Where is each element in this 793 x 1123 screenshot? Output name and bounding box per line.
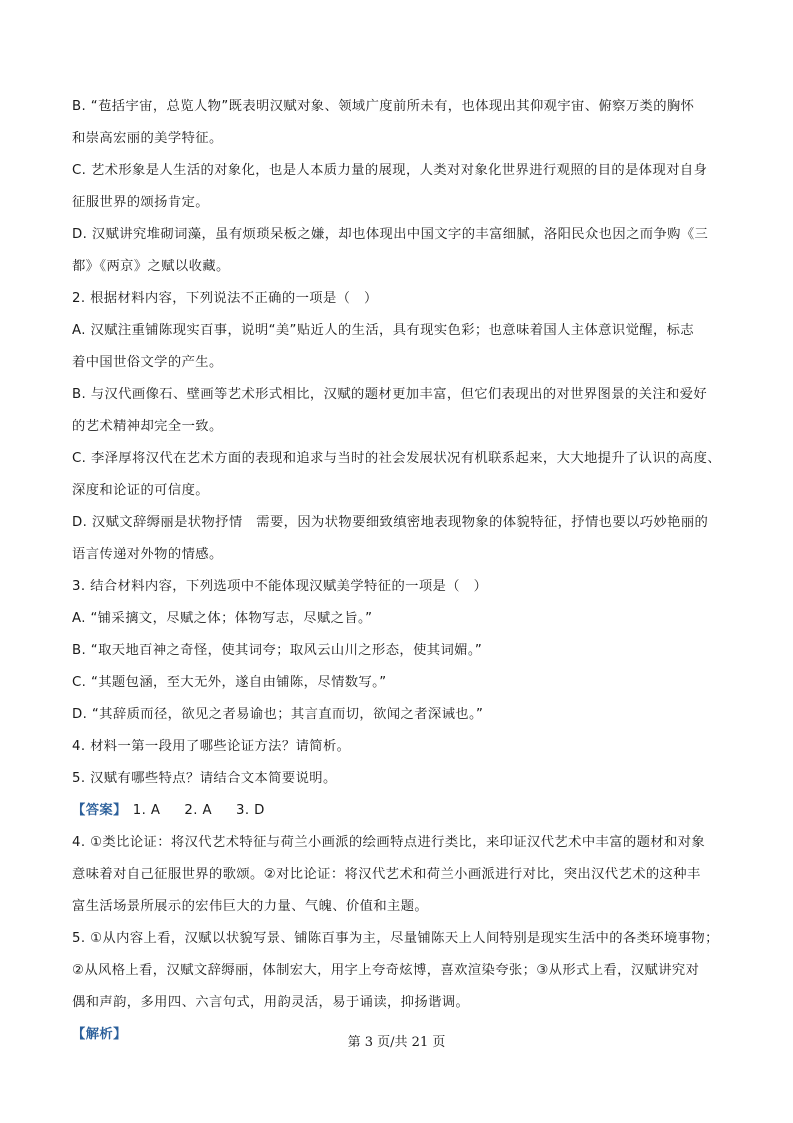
answer-items [133,803,289,818]
q2-option-a-line-2: 着中国世俗文学的产生。 [72,354,223,370]
q2-option-b-line-1: B. 与汉代画像石、壁画等艺术形式相比，汉赋的题材更加丰富，但它们表现出的对世界图景的关注和爱好 [72,386,708,402]
option-d-line-2: 都》《两京》之赋以收藏。 [72,258,230,274]
q2-option-b-line-2: 的艺术精神却完全一致。 [72,418,223,434]
option-b-line-1: B. “苞括宇宙，总览人物”既表明汉赋对象、领域广度前所未有，也体现出其仰观宇宙、俯察万类的胸怀 [72,99,695,114]
option-b-line-2: 和崇高宏丽的美学特征。 [72,130,223,146]
question-5: 5. 汉赋有哪些特点？请结合文本简要说明。 [72,770,337,786]
answer-5-line-2: ②从风格上看，汉赋文辞缛丽，体制宏大，用字上夸奇炫博，喜欢渲染夸张；③从形式上看，汉赋讲究对 [72,962,700,978]
analysis-label: 【解析】 [72,1026,127,1042]
answer-label: 【答案】 [72,802,127,818]
question-4: 4. 材料一第一段用了哪些论证方法？请简析。 [72,738,351,754]
answer-2: 2. A [184,802,213,818]
q2-option-d-line-2: 语言传递对外物的情感。 [72,546,223,562]
answer-5-line-3: 偶和声韵，多用四、六言句式，用韵灵活，易于诵读，抑扬谐调。 [72,994,470,1010]
answer-1: 1. A [132,802,161,818]
document-body [72,96,728,1045]
option-c-line-1: C. 艺术形象是人生活的对象化，也是人本质力量的展现，人类对对象化世界进行观照的目的是体现对自身 [72,162,708,178]
answer-5-line-1: 5. ①从内容上看，汉赋以状貌写景、铺陈百事为主，尽量铺陈天上人间特别是现实生活中的各类环境事物； [72,930,719,946]
answer-row [72,800,728,822]
q2-option-c-line-1: C. 李泽厚将汉代在艺术方面的表现和追求与当时的社会发展状况有机联系起来，大大地提升了认识的高度、 [72,450,721,466]
q3-option-a: A. “铺采摛文，尽赋之体；体物写志，尽赋之旨。” [72,610,373,626]
answer-4-line-3: 富生活场景所展示的宏伟巨大的力量、气魄、价值和主题。 [72,898,429,914]
option-c-line-2: 征服世界的颂扬肯定。 [72,194,209,210]
q2-option-c-line-2: 深度和论证的可信度。 [72,482,209,498]
q2-option-d-line-1: D. 汉赋文辞缛丽是状物抒情 需要，因为状物要细致缜密地表现物象的体貌特征，抒情也要以巧妙艳丽的 [72,514,709,530]
q2-option-a-line-1: A. 汉赋注重铺陈现实百事，说明“美”贴近人的生活，具有现实色彩；也意味着国人主体意识觉醒，标志 [72,322,695,338]
question-3: 3. 结合材料内容，下列选项中不能体现汉赋美学特征的一项是（ ） [72,578,488,594]
answer-4-line-2: 意味着对自己征服世界的歌颂。②对比论证：将汉代艺术和荷兰小画派进行对比，突出汉代艺术的这种丰 [72,866,701,882]
option-d-line-1: D. 汉赋讲究堆砌词藻，虽有烦琐呆板之嫌，却也体现出中国文字的丰富细腻，洛阳民众也因之而争购《三 [72,226,709,242]
question-2: 2. 根据材料内容，下列说法不正确的一项是（ ） [72,290,378,306]
answer-4-line-1: 4. ①类比论证：将汉代艺术特征与荷兰小画派的绘画特点进行类比，来印证汉代艺术中丰富的题材和对象 [72,834,706,850]
page-footer: 第 3 页/共 21 页 [347,1035,446,1050]
q3-option-c: C. “其题包涵，至大无外，遂自由铺陈，尽情数写。” [72,674,387,690]
q3-option-d: D. “其辞质而径，欲见之者易谕也；其言直而切，欲闻之者深诫也。” [72,706,484,722]
q3-option-b: B. “取天地百神之奇怪，使其词夸；取风云山川之形态，使其词媚。” [72,642,483,658]
answer-3: 3. D [236,802,265,818]
